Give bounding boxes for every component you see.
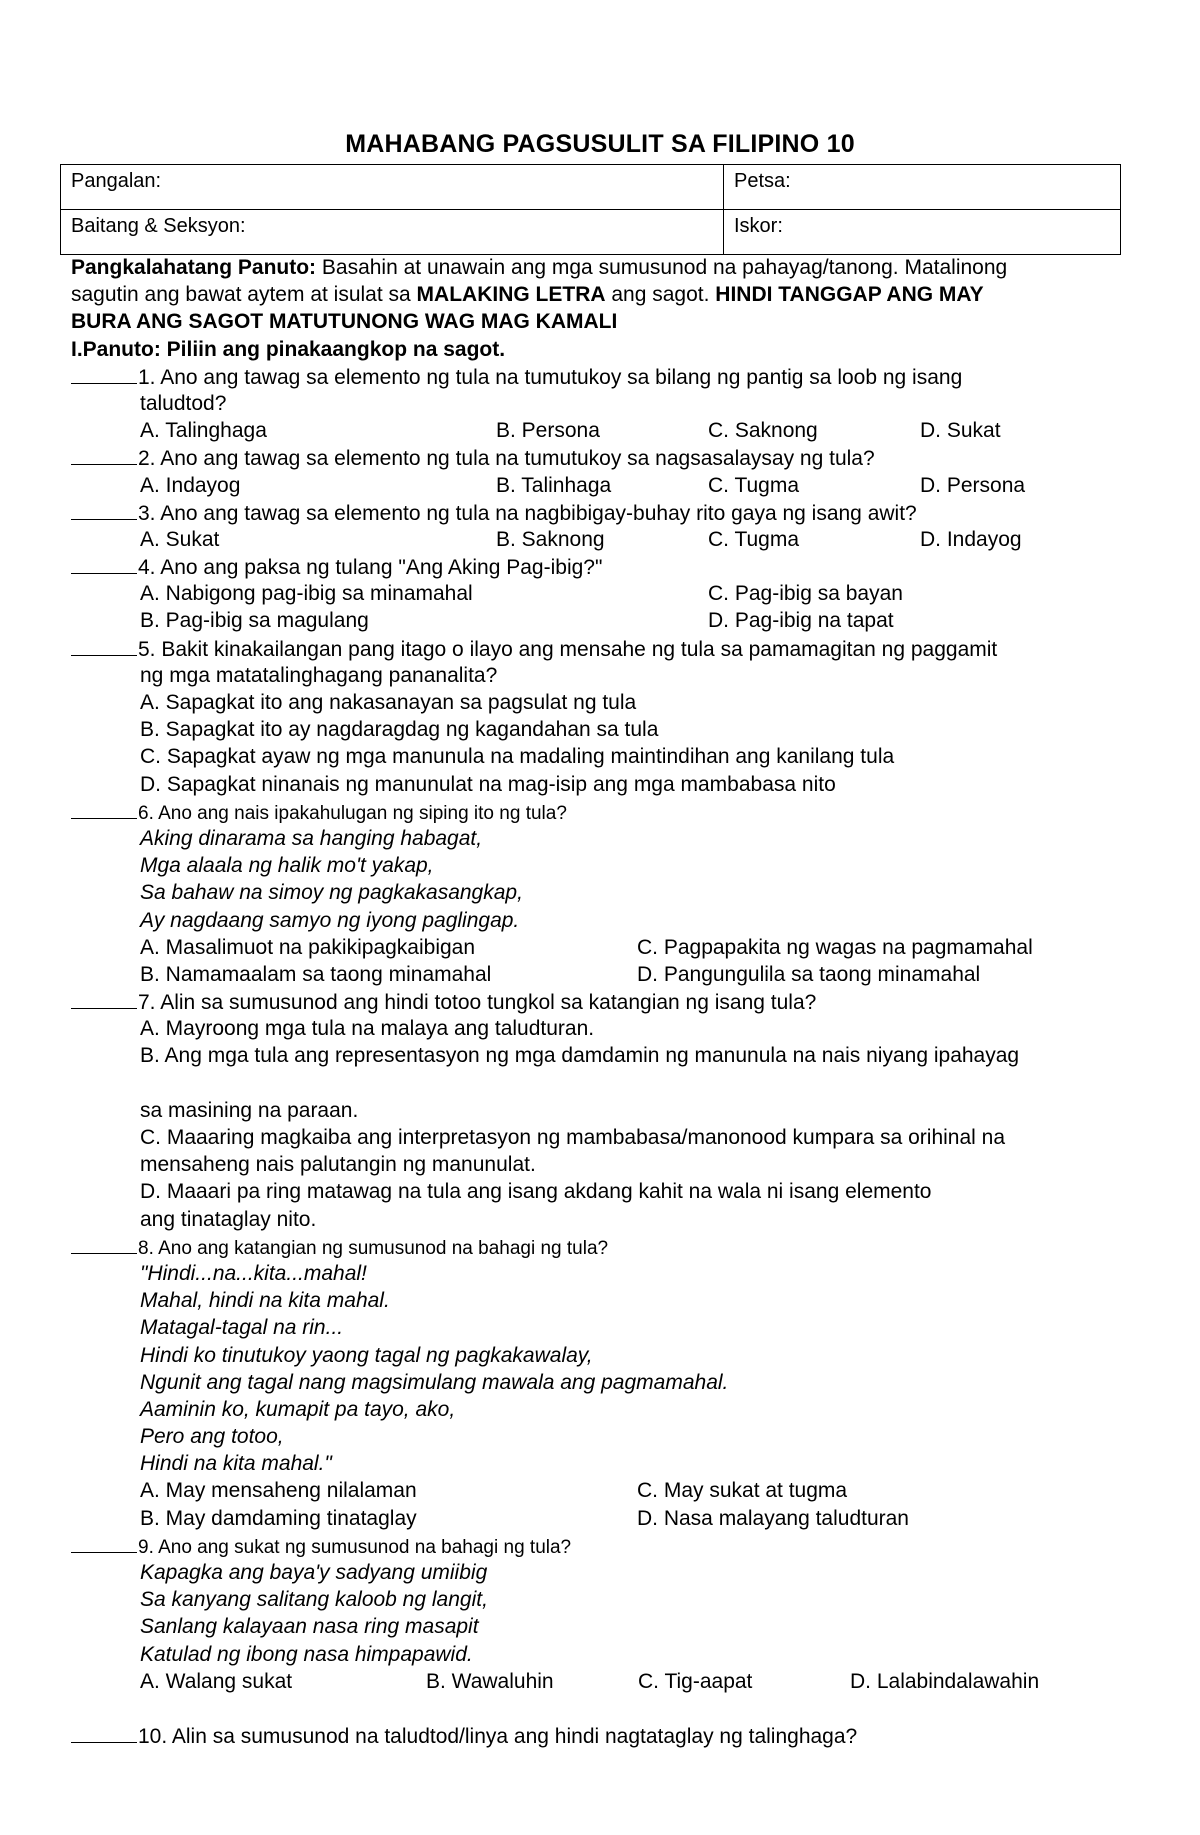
option-a: A. Mayroong mga tula na malaya ang taludturan. (140, 1017, 595, 1041)
spacer (71, 1070, 1131, 1097)
poem-line: Ay nagdaang samyo ng iyong paglingap. (140, 908, 520, 932)
option-c: C. Tugma (708, 473, 800, 497)
option-c: C. Tugma (708, 527, 800, 551)
option-b: B. Sapagkat ito ay nagdaragdag ng kagandahan sa tula (140, 718, 659, 742)
question-5-cont: ng mga matatalinghagang pananalita? (140, 663, 498, 687)
question-9: 9. Ano ang sukat ng sumusunod na bahagi ng tula? (71, 1532, 1131, 1559)
answer-blank-10[interactable] (71, 1722, 137, 1743)
general-instructions-line-2: sagutin ang bawat aytem at isulat sa MALAKING LETRA ang sagot. HINDI TANGGAP ANG MAY (71, 283, 984, 307)
option-d: D. Sapagkat ninanais ng manunulat na mag-isip ang mga mambabasa nito (140, 772, 836, 796)
option-a: A. Walang sukat (140, 1669, 293, 1693)
question-8-options-row-2 (71, 1505, 1131, 1532)
spacer (71, 1695, 1131, 1722)
option-c: C. Tig-aapat (638, 1669, 753, 1693)
poem-line: Hindi ko tinutukoy yaong tagal ng pagkakawalay, (140, 1343, 593, 1367)
option-a: A. Talinghaga (140, 419, 267, 443)
answer-blank-8[interactable] (71, 1233, 137, 1254)
score-field[interactable] (724, 210, 1121, 255)
question-3: 3. Ano ang tawag sa elemento ng tula na nagbibigay-buhay rito gaya ng isang awit? (71, 499, 1131, 526)
question-10: 10. Alin sa sumusunod na taludtod/linya ang hindi nagtataglay ng talinghaga? (71, 1722, 1131, 1749)
poem-line: Pero ang totoo, (140, 1425, 284, 1449)
answer-blank-2[interactable] (71, 444, 137, 465)
question-8-options-row-1 (71, 1477, 1131, 1504)
answer-blank-4[interactable] (71, 553, 137, 574)
option-b: B. Namamaalam sa taong minamahal (140, 962, 492, 986)
option-c: C. Pag-ibig sa bayan (708, 582, 903, 606)
name-label: Pangalan: (71, 170, 162, 192)
option-d: D. Sukat (920, 419, 1001, 443)
answer-blank-9[interactable] (71, 1532, 137, 1553)
option-c: C. Maaaring magkaiba ang interpretasyon ng mambabasa/manonood kumpara sa orihinal na (140, 1126, 1006, 1149)
question-8: 8. Ano ang katangian ng sumusunod na bahagi ng tula? (71, 1233, 1131, 1260)
option-d: D. Nasa malayang taludturan (637, 1506, 909, 1530)
score-label: Iskor: (734, 215, 783, 237)
question-7: 7. Alin sa sumusunod ang hindi totoo tungkol sa katangian ng isang tula? (71, 988, 1131, 1015)
option-a: A. Sukat (140, 527, 220, 551)
option-a: A. May mensaheng nilalaman (140, 1479, 417, 1503)
name-field[interactable] (61, 165, 724, 210)
option-d: D. Maaari pa ring matawag na tula ang isang akdang kahit na wala ni isang elemento (140, 1180, 932, 1204)
question-6-options-row-2 (71, 961, 1131, 988)
part1-heading: I.Panuto: Piliin ang pinakaangkop na sagot. (71, 337, 506, 361)
question-2-options (71, 472, 1131, 499)
poem-line: Sa kanyang salitang kaloob ng langit, (140, 1588, 488, 1612)
question-9-options (71, 1668, 1131, 1695)
option-d: D. Persona (920, 473, 1026, 497)
option-b: B. Wawaluhin (426, 1669, 554, 1693)
section-field[interactable] (61, 210, 724, 255)
poem-line: Sa bahaw na simoy ng pagkakasangkap, (140, 881, 523, 905)
option-d: D. Pangungulila sa taong minamahal (637, 962, 981, 986)
option-a: A. Indayog (140, 473, 241, 497)
poem-line: "Hindi...na...kita...mahal! (140, 1261, 367, 1285)
option-b: B. Talinhaga (496, 473, 612, 497)
question-4-options-row-1 (71, 580, 1131, 607)
question-3-options (71, 526, 1131, 553)
poem-line: Mga alaala ng halik mo't yakap, (140, 854, 434, 878)
question-1: 1. Ano ang tawag sa elemento ng tula na tumutukoy sa bilang ng pantig sa loob ng isang (71, 363, 1131, 390)
answer-blank-6[interactable] (71, 798, 137, 819)
question-4: 4. Ano ang paksa ng tulang "Ang Aking Pag-ibig?" (71, 553, 1131, 580)
option-b: B. Ang mga tula ang representasyon ng mga damdamin ng manunula na nais niyang ipahayag (140, 1044, 1020, 1068)
option-d-cont: ang tinataglay nito. (140, 1207, 317, 1231)
poem-line: Aaminin ko, kumapit pa tayo, ako, (140, 1397, 456, 1421)
date-label: Petsa: (734, 170, 791, 192)
option-c-cont: mensaheng nais palutangin ng manunulat. (140, 1153, 536, 1177)
question-1-options (71, 417, 1131, 444)
question-5: 5. Bakit kinakailangan pang itago o ilayo ang mensahe ng tula sa pamamagitan ng paggamit (71, 635, 1131, 662)
option-a: A. Sapagkat ito ang nakasanayan sa pagsulat ng tula (140, 691, 637, 714)
general-instructions-line-3: BURA ANG SAGOT MATUTUNONG WAG MAG KAMALI (71, 310, 618, 334)
option-c: C. Pagpapakita ng wagas na pagmamahal (637, 935, 1033, 959)
option-c: C. Sapagkat ayaw ng mga manunula na madaling maintindihan ang kanilang tula (140, 745, 895, 769)
question-2: 2. Ano ang tawag sa elemento ng tula na tumutukoy sa nagsasalaysay ng tula? (71, 444, 1131, 471)
poem-line: Mahal, hindi na kita mahal. (140, 1289, 390, 1313)
option-a: A. Nabigong pag-ibig sa minamahal (140, 582, 473, 606)
option-b: B. Saknong (496, 527, 605, 551)
date-field[interactable] (724, 165, 1121, 210)
answer-blank-5[interactable] (71, 635, 137, 656)
question-1-cont: taludtod? (140, 391, 227, 415)
option-d: D. Pag-ibig na tapat (708, 609, 894, 633)
poem-line: Hindi na kita mahal." (140, 1452, 332, 1476)
option-b: B. May damdaming tinataglay (140, 1506, 417, 1530)
poem-line: Katulad ng ibong nasa himpapawid. (140, 1642, 473, 1666)
question-6-options-row-1 (71, 934, 1131, 961)
exam-content (71, 254, 1131, 1749)
option-d: D. Indayog (920, 527, 1022, 551)
poem-line: Kapagka ang baya'y sadyang umiibig (140, 1561, 488, 1584)
option-d: D. Lalabindalawahin (850, 1669, 1040, 1693)
option-c: C. May sukat at tugma (637, 1479, 848, 1503)
question-6: 6. Ano ang nais ipakahulugan ng siping ito ng tula? (71, 798, 1131, 825)
section-label: Baitang & Seksyon: (71, 215, 246, 237)
option-a: A. Masalimuot na pakikipagkaibigan (140, 935, 476, 959)
exam-title: MAHABANG PAGSUSULIT SA FILIPINO 10 (345, 130, 855, 158)
option-c: C. Saknong (708, 419, 818, 443)
poem-line: Ngunit ang tagal nang magsimulang mawala ang pagmamahal. (140, 1370, 729, 1394)
answer-blank-3[interactable] (71, 499, 137, 520)
option-b-cont: sa masining na paraan. (140, 1098, 359, 1122)
poem-line: Matagal-tagal na rin... (140, 1316, 344, 1340)
answer-blank-7[interactable] (71, 988, 137, 1009)
option-b: B. Pag-ibig sa magulang (140, 609, 369, 633)
student-info-table (60, 164, 1121, 255)
poem-line: Sanlang kalayaan nasa ring masapit (140, 1615, 479, 1639)
question-4-options-row-2 (71, 607, 1131, 634)
answer-blank-1[interactable] (71, 363, 137, 384)
option-b: B. Persona (496, 419, 600, 443)
poem-line: Aking dinarama sa hanging habagat, (140, 826, 483, 850)
general-instructions-line-1: Pangkalahatang Panuto: Basahin at unawain ang mga sumusunod na pahayag/tanong. Matalinong (71, 256, 1008, 279)
